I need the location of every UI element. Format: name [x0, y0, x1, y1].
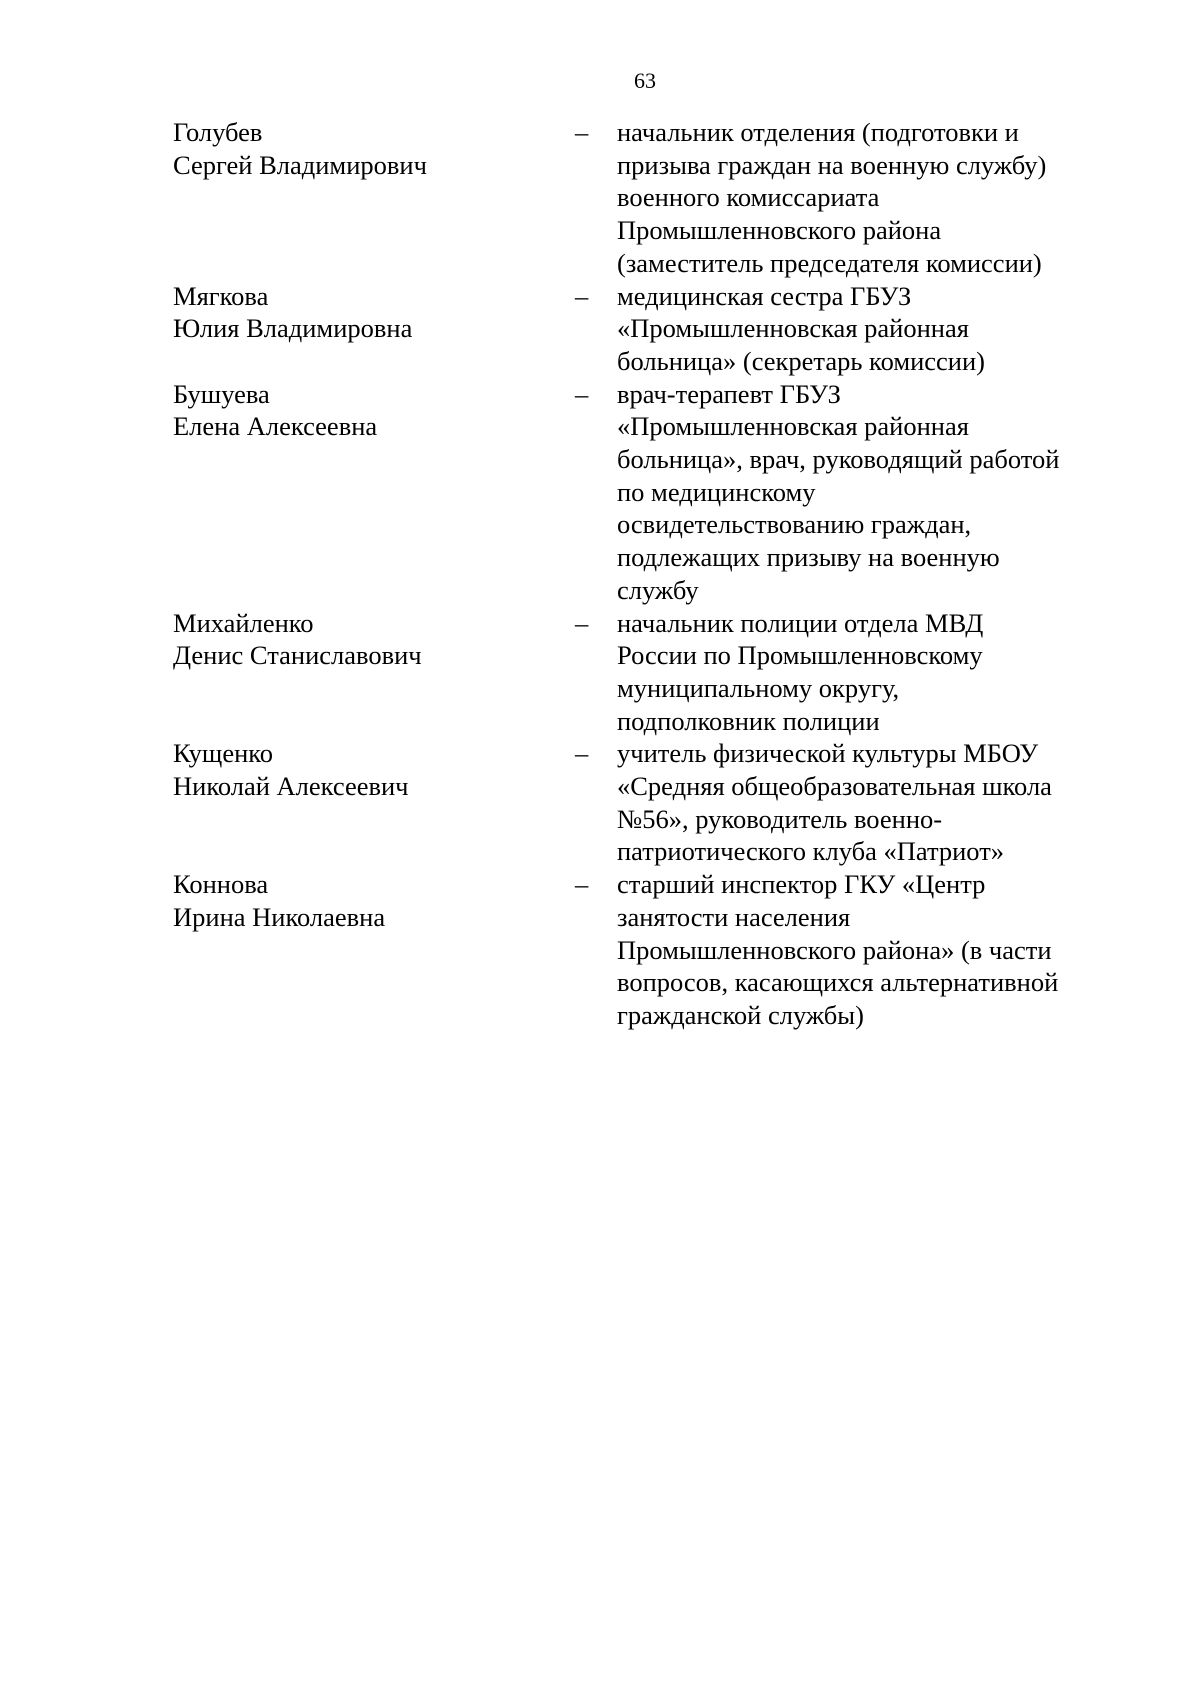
- role-line: старший инспектор ГКУ «Центр: [617, 869, 986, 900]
- role-line: (заместитель председателя комиссии): [617, 247, 1042, 278]
- member-name: [173, 378, 575, 607]
- role-line: больница», врач, руководящий работой: [617, 444, 1060, 475]
- commission-member-list: [173, 116, 1113, 1032]
- dash-separator: –: [575, 869, 589, 900]
- member-role: [617, 280, 1113, 378]
- member-given-name: Елена Алексеевна: [173, 411, 378, 442]
- member-given-name: Николай Алексеевич: [173, 771, 409, 802]
- dash-separator: –: [575, 117, 589, 147]
- role-line: №56», руководитель военно-: [617, 803, 943, 834]
- member-row: [173, 737, 1113, 868]
- role-line: занятости населения: [617, 901, 851, 932]
- member-name: [173, 116, 575, 280]
- member-role: [617, 116, 1113, 280]
- role-line: Промышленновского района» (в части: [617, 934, 1052, 965]
- role-line: освидетельствованию граждан,: [617, 509, 972, 540]
- member-surname: Мягкова: [173, 280, 269, 311]
- member-given-name: Ирина Николаевна: [173, 901, 386, 932]
- member-given-name: Юлия Владимировна: [173, 313, 413, 344]
- role-line: по медицинскому: [617, 476, 816, 507]
- role-line: начальник отделения (подготовки и: [617, 117, 1019, 147]
- role-line: Промышленновского района: [617, 215, 942, 246]
- member-name: [173, 280, 575, 378]
- member-surname: Михайленко: [173, 607, 314, 638]
- role-line: подполковник полиции: [617, 705, 880, 736]
- member-given-name: Денис Станиславович: [173, 640, 422, 671]
- role-line: врач-терапевт ГБУЗ: [617, 378, 841, 409]
- role-line: патриотического клуба «Патриот»: [617, 836, 1005, 867]
- member-given-name: Сергей Владимирович: [173, 149, 427, 180]
- role-line: вопросов, касающихся альтернативной: [617, 967, 1059, 998]
- role-line: «Промышленновская районная: [617, 313, 969, 344]
- role-line: медицинская сестра ГБУЗ: [617, 280, 912, 311]
- role-line: начальник полиции отдела МВД: [617, 607, 984, 638]
- dash-separator: –: [575, 607, 589, 638]
- member-role: [617, 737, 1113, 868]
- member-role: [617, 378, 1113, 607]
- member-row: [173, 607, 1113, 738]
- role-line: гражданской службы): [617, 999, 864, 1030]
- role-line: больница» (секретарь комиссии): [617, 345, 985, 376]
- member-row: [173, 280, 1113, 378]
- member-row: [173, 868, 1113, 1032]
- page-number: 63: [634, 68, 656, 93]
- member-role: [617, 607, 1113, 738]
- member-row: [173, 116, 1113, 280]
- member-name: [173, 607, 575, 738]
- role-line: службу: [617, 574, 699, 605]
- role-line: «Средняя общеобразовательная школа: [617, 771, 1052, 802]
- role-line: призыва граждан на военную службу): [617, 149, 1047, 180]
- member-surname: Коннова: [173, 869, 269, 900]
- member-role: [617, 868, 1113, 1032]
- dash-separator: –: [575, 738, 589, 769]
- dash-separator: –: [575, 280, 589, 311]
- role-line: России по Промышленновскому: [617, 640, 983, 671]
- role-line: учитель физической культуры МБОУ: [617, 738, 1039, 769]
- dash-separator: –: [575, 378, 589, 409]
- role-line: военного комиссариата: [617, 182, 880, 213]
- member-surname: Голубев: [173, 117, 263, 147]
- role-line: «Промышленновская районная: [617, 411, 969, 442]
- role-line: подлежащих призыву на военную: [617, 542, 1000, 573]
- member-surname: Кущенко: [173, 738, 274, 769]
- member-row: [173, 378, 1113, 607]
- member-name: [173, 868, 575, 1032]
- member-name: [173, 737, 575, 868]
- role-line: муниципальному округу,: [617, 672, 900, 703]
- member-surname: Бушуева: [173, 378, 270, 409]
